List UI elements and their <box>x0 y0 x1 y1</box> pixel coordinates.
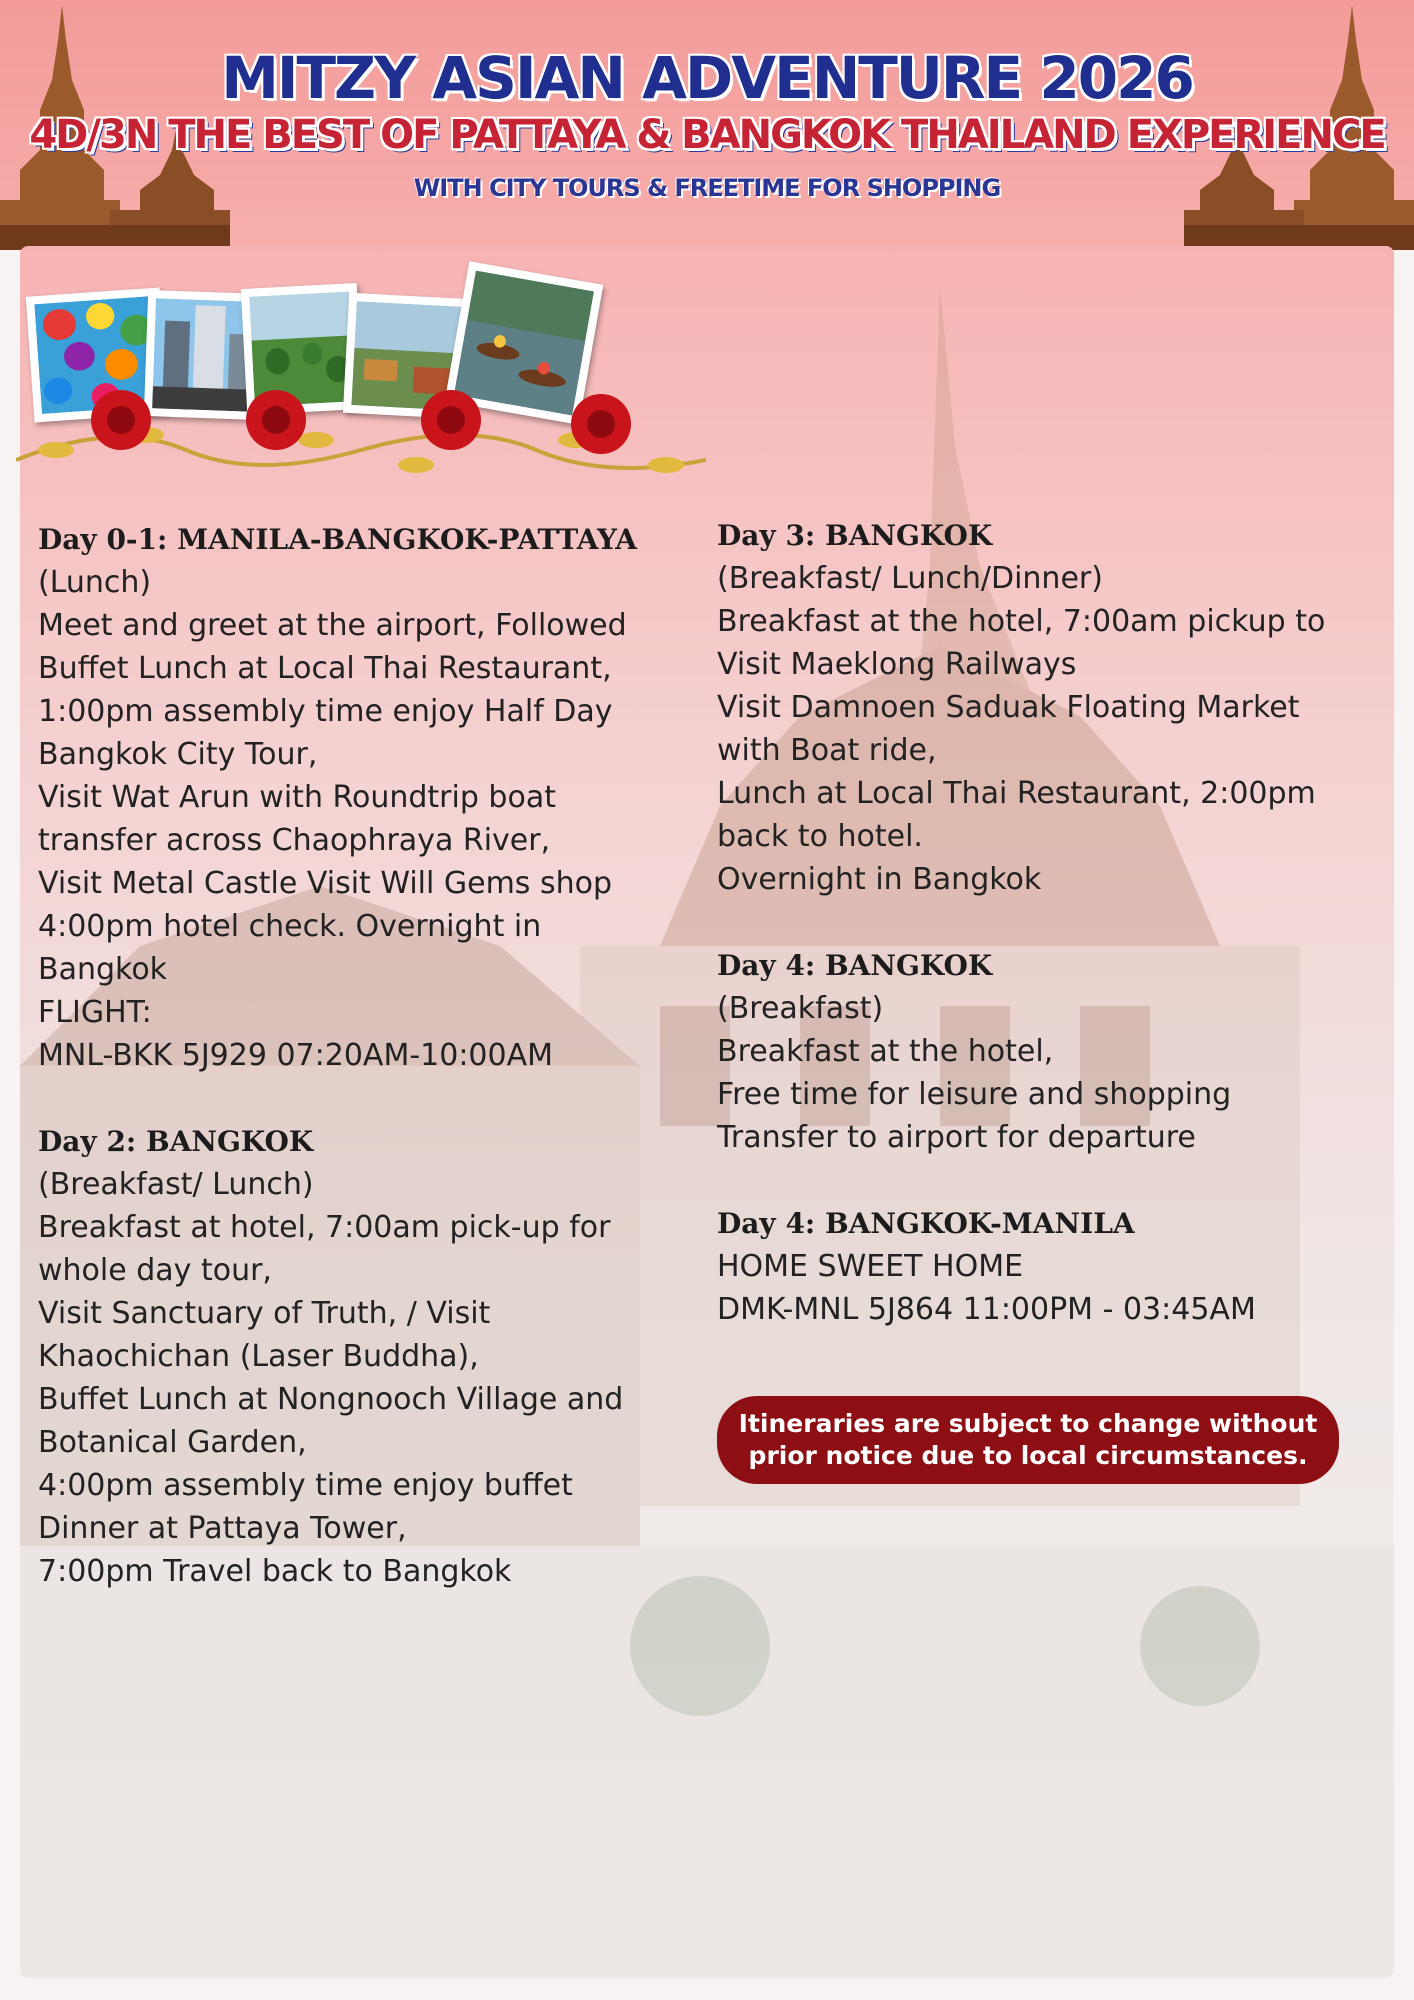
itinerary-line: Visit Metal Castle Visit Will Gems shop <box>38 866 613 901</box>
itinerary-line: 7:00pm Travel back to Bangkok <box>38 1554 512 1589</box>
itinerary-line: back to hotel. <box>717 819 923 854</box>
itinerary-line: Breakfast at hotel, 7:00am pick-up for <box>38 1210 611 1245</box>
itinerary-line: Breakfast at the hotel, 7:00am pickup to <box>717 604 1326 639</box>
day-heading: Day 3: BANGKOK <box>717 519 993 552</box>
day-0-1-block <box>38 518 678 1077</box>
itinerary-line: Visit Damnoen Saduak Floating Market <box>717 690 1300 725</box>
header-banner <box>0 0 1414 250</box>
itinerary-line: (Breakfast/ Lunch) <box>38 1167 314 1202</box>
itinerary-line: Botanical Garden, <box>38 1425 307 1460</box>
page-tagline: WITH CITY TOURS & FREETIME FOR SHOPPING <box>413 174 1001 202</box>
itinerary-left-column <box>38 518 678 1636</box>
day-heading: Day 4: BANGKOK <box>717 949 993 982</box>
itinerary-line: HOME SWEET HOME <box>717 1249 1024 1284</box>
rose-garland-decoration <box>16 380 706 490</box>
itinerary-right-column <box>717 514 1377 1374</box>
itinerary-line: whole day tour, <box>38 1253 272 1288</box>
itinerary-line: (Breakfast) <box>717 991 884 1026</box>
itinerary-line: Transfer to airport for departure <box>717 1120 1196 1155</box>
day-2-block <box>38 1120 678 1593</box>
itinerary-line: with Boat ride, <box>717 733 937 768</box>
itinerary-line: Meet and greet at the airport, Followed <box>38 608 627 643</box>
itinerary-line: 4:00pm hotel check. Overnight in <box>38 909 542 944</box>
itinerary-line: Overnight in Bangkok <box>717 862 1042 897</box>
itinerary-line: FLIGHT: <box>38 995 152 1030</box>
flight-info: MNL-BKK 5J929 07:20AM-10:00AM <box>38 1038 554 1073</box>
page-title: MITZY ASIAN ADVENTURE 2026 <box>221 44 1193 112</box>
itinerary-line: Lunch at Local Thai Restaurant, 2:00pm <box>717 776 1316 811</box>
itinerary-line: Bangkok City Tour, <box>38 737 318 772</box>
day-heading: Day 0-1: MANILA-BANGKOK-PATTAYA <box>38 523 637 556</box>
itinerary-line: Visit Maeklong Railways <box>717 647 1077 682</box>
itinerary-line: Buffet Lunch at Local Thai Restaurant, <box>38 651 612 686</box>
itinerary-line: (Lunch) <box>38 565 152 600</box>
itinerary-line: Visit Wat Arun with Roundtrip boat <box>38 780 556 815</box>
disclaimer-badge <box>717 1396 1339 1484</box>
day-heading: Day 4: BANGKOK-MANILA <box>717 1207 1135 1240</box>
itinerary-line: Visit Sanctuary of Truth, / Visit <box>38 1296 491 1331</box>
disclaimer-line-1: Itineraries are subject to change without <box>738 1409 1318 1438</box>
itinerary-line: Bangkok <box>38 952 168 987</box>
itinerary-line: 4:00pm assembly time enjoy buffet <box>38 1468 573 1503</box>
itinerary-line: Dinner at Pattaya Tower, <box>38 1511 407 1546</box>
flight-info: DMK-MNL 5J864 11:00PM - 03:45AM <box>717 1292 1256 1327</box>
itinerary-line: Buffet Lunch at Nongnooch Village and <box>38 1382 624 1417</box>
day-4-block <box>717 944 1377 1159</box>
itinerary-line: 1:00pm assembly time enjoy Half Day <box>38 694 613 729</box>
day-4-return-block <box>717 1202 1377 1331</box>
itinerary-line: Breakfast at the hotel, <box>717 1034 1054 1069</box>
day-3-block <box>717 514 1377 901</box>
day-heading: Day 2: BANGKOK <box>38 1125 314 1158</box>
disclaimer-line-2: prior notice due to local circumstances. <box>748 1441 1308 1470</box>
itinerary-line: (Breakfast/ Lunch/Dinner) <box>717 561 1103 596</box>
page-subtitle: 4D/3N THE BEST OF PATTAYA & BANGKOK THAILAND EXPERIENCE <box>29 112 1385 158</box>
itinerary-line: Free time for leisure and shopping <box>717 1077 1232 1112</box>
itinerary-line: transfer across Chaophraya River, <box>38 823 551 858</box>
itinerary-line: Khaochichan (Laser Buddha), <box>38 1339 479 1374</box>
